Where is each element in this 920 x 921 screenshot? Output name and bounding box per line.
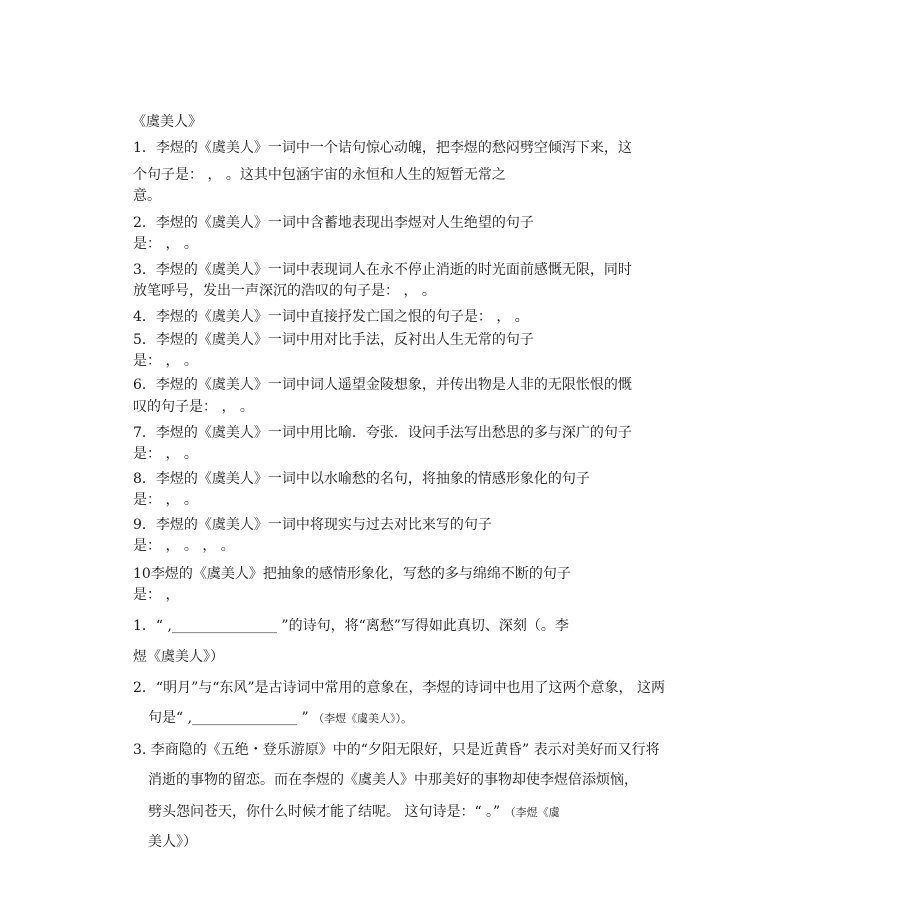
q3-line-1: 3．李煜的《虞美人》一词中表现词人在永不停止消逝的时光面前感慨无限，同时 xyxy=(133,262,632,278)
q7-line-1: 7．李煜的《虞美人》一词中用比喻．夸张．设问手法写出愁思的多与深广的句子 xyxy=(133,425,632,441)
q1-line-3: 意。 xyxy=(133,188,161,204)
part2-q2-line-1: 2．“明月”与“东风”是古诗词中常用的意象在，李煜的诗词中也用了这两个意象， 这两 xyxy=(133,680,665,696)
part2-q1-line-2: 煜《虞美人》） xyxy=(133,649,224,665)
q5-line-2: 是： ， 。 xyxy=(133,353,198,369)
part2-q3-line-2: 消逝的事物的留恋。而在李煜的《虞美人》中那美好的事物却使李煜倍添烦恼， xyxy=(148,772,638,788)
part2-q2-answer-line: 句是“ ,_______________ ” xyxy=(148,710,309,726)
q9-line-1: 9．李煜的《虞美人》一词中将现实与过去对比来写的句子 xyxy=(133,517,492,533)
q7-line-2: 是： ， 。 xyxy=(133,446,198,462)
part2-q3-line-3 xyxy=(148,803,560,822)
q4-line-1: 4．李煜的《虞美人》一词中直接抒发亡国之恨的句子是： ， 。 xyxy=(133,309,529,325)
q3-line-2: 放笔呼号，发出一声深沉的浩叹的句子是： ， 。 xyxy=(133,283,436,299)
q6-line-2: 叹的句子是： ， 。 xyxy=(133,399,254,415)
part2-q3-line-4: 美人》） xyxy=(148,834,197,850)
part2-q1-line-1: 1．“ ,_______________ ”的诗句，将“离愁”写得如此真切、深刻（。李 xyxy=(133,618,569,634)
q5-line-1: 5．李煜的《虞美人》一词中用对比手法，反衬出人生无常的句子 xyxy=(133,332,534,348)
part2-q3-answer-line: 劈头怨问苍天，你什么时候才能了结呢。 这句诗是：“ 。” xyxy=(148,804,501,820)
q10-line-2: 是： ， xyxy=(133,587,180,603)
part2-q2-line-2 xyxy=(148,709,412,728)
q9-line-2: 是： ， 。 ， 。 xyxy=(133,538,235,554)
q8-line-1: 8．李煜的《虞美人》一词中以水喻愁的名句，将抽象的情感形象化的句子 xyxy=(133,471,590,487)
document-title: 《虞美人》 xyxy=(132,114,202,130)
part2-q3-line-1: 3. 李商隐的《五绝・登乐游原》中的“夕阳无限好，只是近黄昏” 表示对美好而又行将 xyxy=(133,742,660,758)
q8-line-2: 是： ， 。 xyxy=(133,492,198,508)
q10-line-1: 10李煜的《虞美人》把抽象的感情形象化，写愁的多与绵绵不断的句子 xyxy=(133,566,571,582)
q2-line-1: 2．李煜的《虞美人》一词中含蓄地表现出李煜对人生绝望的句子 xyxy=(133,215,534,231)
q1-line-2: 个句子是： ， 。这其中包涵宇宙的永恒和人生的短暂无常之 xyxy=(133,167,506,183)
q6-line-1: 6．李煜的《虞美人》一词中词人遥望金陵想象，并传出物是人非的无限怅恨的慨 xyxy=(133,377,632,393)
part2-q2-source-note: （李煜《虞美人》）。 xyxy=(313,712,413,725)
q2-line-2: 是： ， 。 xyxy=(133,236,198,252)
part2-q3-source-note: （李煜《虞 xyxy=(504,806,560,819)
q1-line-1: 1．李煜的《虞美人》一词中一个诘句惊心动魄，把李煜的愁闷劈空倾泻下来，这 xyxy=(133,140,632,156)
